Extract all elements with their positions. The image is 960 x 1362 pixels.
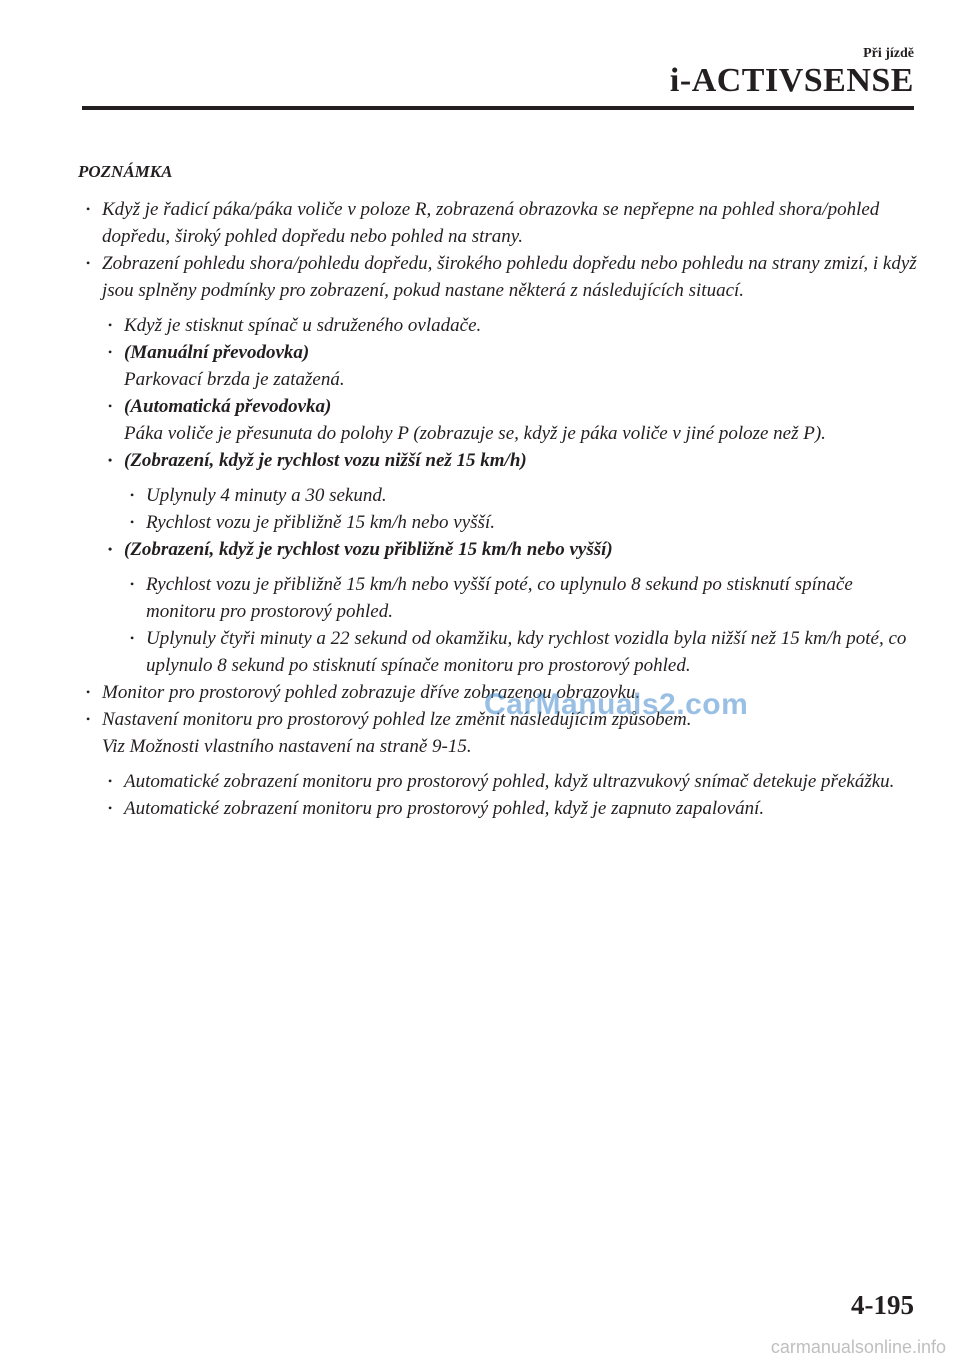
note-content <box>78 158 918 822</box>
nested-list-item: • Rychlost vozu je přibližně 15 km/h nebo vyšší poté, co uplynulo 8 sekund po stisknutí spínače monitoru pro prostorový pohled. <box>122 571 918 625</box>
list-item: • Monitor pro prostorový pohled zobrazuje dříve zobrazenou obrazovku. <box>78 679 918 706</box>
sub-item-text: Parkovací brzda je zatažená. <box>124 369 345 390</box>
sub-item-heading: • (Automatická převodovka) <box>124 396 332 417</box>
sub-list-item: • (Zobrazení, když je rychlost vozu přibližně 15 km/h nebo vyšší) <box>100 536 918 563</box>
page-number: 4-195 <box>851 1290 914 1320</box>
sub-item-text: Páka voliče je přesunuta do polohy P (zobrazuje se, když je páka voliče v jiné poloze než P). <box>124 423 826 444</box>
watermark: CarManuals2.com <box>484 688 749 721</box>
sub-item-heading: • (Manuální převodovka) <box>124 342 310 363</box>
sub-list-item: • Automatické zobrazení monitoru pro prostorový pohled, když ultrazvukový snímač detekuje překážku. <box>100 768 918 795</box>
sub-list-item: • Automatické zobrazení monitoru pro prostorový pohled, když je zapnuto zapalování. <box>100 795 918 822</box>
sub-list-item: • Když je stisknut spínač u sdruženého ovladače. <box>100 312 918 339</box>
header-section: Při jízdě <box>863 46 914 61</box>
sub-list-item <box>100 393 918 447</box>
sub-list-item <box>100 339 918 393</box>
nested-list-item: • Uplynuly 4 minuty a 30 sekund. <box>122 482 918 509</box>
list-item-text: • Nastavení monitoru pro prostorový pohled lze změnit následujícím způsobem. <box>102 709 692 730</box>
nested-list-item: • Uplynuly čtyři minuty a 22 sekund od okamžiku, kdy rychlost vozidla byla nižší než 15 km/h poté, co uplynulo 8 sekund po stisknutí spínače monitoru pro prostorový pohled. <box>122 625 918 679</box>
list-item: • Když je řadicí páka/páka voliče v poloze R, zobrazená obrazovka se nepřepne na pohled shora/pohled dopředu, široký pohled dopředu nebo pohled na strany. <box>78 196 918 250</box>
sub-list-item: • (Zobrazení, když je rychlost vozu nižší než 15 km/h) <box>100 447 918 474</box>
nested-list-item: • Rychlost vozu je přibližně 15 km/h nebo vyšší. <box>122 509 918 536</box>
page-reference: Viz Možnosti vlastního nastavení na straně 9-15. <box>102 736 472 757</box>
list-item: • Zobrazení pohledu shora/pohledu dopředu, širokého pohledu dopředu nebo pohledu na strany zmizí, i když jsou splněny podmínky pro zobrazení, pokud nastane některá z následujících situací. <box>78 250 918 304</box>
note-title: POZNÁMKA <box>78 162 173 181</box>
footer-url: carmanualsonline.info <box>770 1337 946 1357</box>
header-rule <box>82 106 914 110</box>
header-title: i-ACTIVSENSE <box>669 62 914 99</box>
